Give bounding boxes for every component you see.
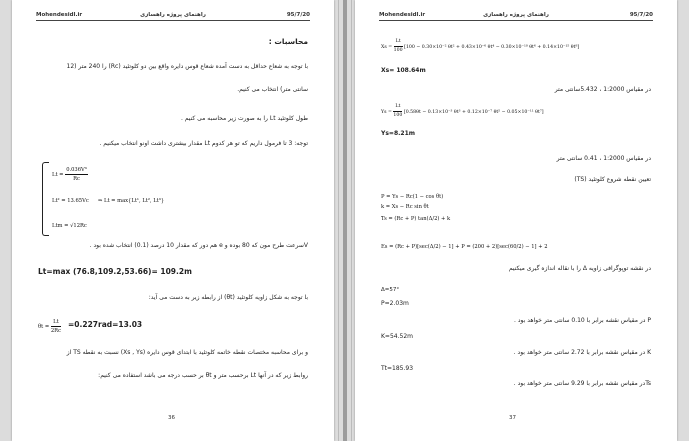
- equation-xs-fraction: [394, 38, 403, 55]
- note-p: P در مقیاس نقشه برابر با 0.10 سانتی متر خواهد بود .: [514, 317, 651, 324]
- note-k: K در مقیاس نقشه برابر با 2.72 سانتی متر خواهد بود .: [513, 349, 651, 356]
- result-ys: Ys=8.21m: [381, 130, 415, 137]
- result-k: K=54.52m: [381, 333, 413, 340]
- result-theta: =0.227rad=13.03: [68, 320, 143, 329]
- result-xs: Xs= 108.64m: [381, 67, 426, 74]
- paragraph-radius-cont: سانتی متر) انتخاب می کنیم.: [237, 86, 308, 93]
- header-date: 95/7/20: [629, 12, 653, 18]
- paragraph-coordinates: و برای محاسبه مختصات نقطه خاتمه کلوتئید با ابتدای قوس دایره (Xs , Ys) نسبت به نقطه TS از: [66, 349, 308, 356]
- paragraph-note: توجه: 3 تا فرمول داریم که تو هر کدوم Lt مقدار بیشتری داشت اونو انتخاب میکنیم .: [99, 140, 308, 147]
- header-title: راهنمای پروژه راهسازی: [140, 12, 206, 18]
- equation-theta-fraction: [51, 318, 61, 335]
- equation-xs-lhs: Xs =: [381, 45, 393, 50]
- equation-lt1-numerator: 0.036V³: [66, 167, 87, 173]
- equation-lt1-fraction: [65, 166, 88, 183]
- equation-theta-lhs: θt =: [38, 324, 50, 330]
- paragraph-coordinates-cont: روابط زیر که در آنها Lt برحسب متر و θt بر حسب درجه می باشد استفاده می کنیم:: [98, 372, 308, 379]
- equation-max: ⇒ Lt = max{Lt¹, Lt², Lt³}: [98, 198, 165, 204]
- equation-lt2: Lt² = 13.65Vc: [52, 198, 89, 204]
- gutter-edge-right: [351, 0, 352, 441]
- header-divider: [379, 20, 653, 21]
- note-t: Tsدر مقیاس نقشه برابر با 9.29 سانتی متر خواهد بود .: [513, 380, 651, 387]
- ts-title: تعیین نقطه شروع کلوتئید (TS): [574, 176, 651, 183]
- equation-xs-body: [100 − 0.30×10⁻² θt² + 0.43×10⁻⁶ θt⁴ − 0.30×10⁻¹⁰ θt⁶ + 0.14×10⁻¹⁵ θt⁸]: [404, 45, 580, 50]
- equation-theta-denominator: 2Rc: [50, 328, 61, 334]
- page-36: [12, 0, 334, 441]
- header-site: Mohendesidl.ir: [36, 12, 83, 18]
- header-site: Mohendesidl.ir: [379, 12, 426, 18]
- paragraph-theta: با توجه به شکل زاویه کلوتئید (θt) از رابطه زیر به دست می آید:: [148, 294, 308, 301]
- equation-k: k = Xs − Rc sin θt: [381, 204, 429, 210]
- equation-ts: Ts = (Rc + P) tan(Δ/2) + k: [381, 216, 451, 222]
- equation-ys-fraction: [393, 103, 402, 120]
- result-p: P=2.03m: [381, 300, 409, 307]
- header-title: راهنمای پروژه راهسازی: [483, 12, 549, 18]
- equation-lt1-denominator: Rc: [73, 176, 80, 182]
- equation-es: Es = (Rc + P)[sec(Δ/2) − 1] + P = (200 + 2)[sec(60/2) − 1] + 2: [381, 244, 548, 250]
- equation-ys: [381, 103, 544, 120]
- page-number: 36: [168, 415, 175, 421]
- delta-note: در نقشه توپوگرافی زاویه Δ را با نقاله اندازه گیری میکنیم: [508, 265, 651, 272]
- equation-p: P = Ys − Rc(1 − cos θt): [381, 194, 444, 200]
- page-gutter: [343, 0, 347, 441]
- equation-xs-numerator: Lt: [394, 38, 403, 47]
- equation-theta-numerator: Lt: [51, 318, 61, 327]
- delta-value: Δ=57°: [381, 287, 400, 293]
- equation-ys-denominator: 100: [393, 113, 403, 118]
- scale-xs: در مقیاس 1:2000 ، 5.432سانتی متر: [554, 86, 651, 93]
- result-t: Tt=185.93: [381, 365, 414, 372]
- paragraph-design-speed: Vسرعت طرح مون که 80 بوده و e هم دور که مقدار 10 درصد (0.1) انتخاب شده بود .: [89, 242, 308, 249]
- equation-xs: [381, 38, 579, 55]
- equation-ys-numerator: Lt: [393, 103, 402, 112]
- paragraph-clothoid-length: طول کلوتئید Lt را به صورت زیر محاسبه می کنیم .: [180, 115, 308, 122]
- equation-lt3: Ltm = √12Rc: [52, 223, 87, 229]
- header-date: 95/7/20: [286, 12, 310, 18]
- equation-ys-lhs: Ys =: [381, 110, 392, 115]
- header-divider: [36, 20, 310, 21]
- page-37: [355, 0, 677, 441]
- equation-ys-body: [0.58θt − 0.13×10⁻³ θt³ + 0.12×10⁻⁷ θt⁵ − 0.05×10⁻¹¹ θt⁷]: [403, 110, 544, 115]
- equation-lt1: [52, 166, 88, 183]
- result-lt: Lt=max (76.8,109.2,53.66)= 109.2m: [38, 267, 192, 276]
- scale-ys: در مقیاس 1:2000 ، 0.41 سانتی متر: [556, 155, 651, 162]
- equation-theta: [38, 318, 61, 335]
- equation-brace: [42, 162, 49, 236]
- paragraph-radius: با توجه به شعاع حداقل به دست آمده شعاع قوس دایره واقع بین دو کلوتئید (Rc) را 240 متر (12: [66, 63, 308, 70]
- page-number: 37: [509, 415, 516, 421]
- equation-xs-denominator: 100: [393, 48, 403, 53]
- gutter-edge-left: [338, 0, 339, 441]
- equation-lt1-lhs: Lt =: [52, 172, 64, 178]
- section-heading: محاسبات :: [268, 37, 308, 46]
